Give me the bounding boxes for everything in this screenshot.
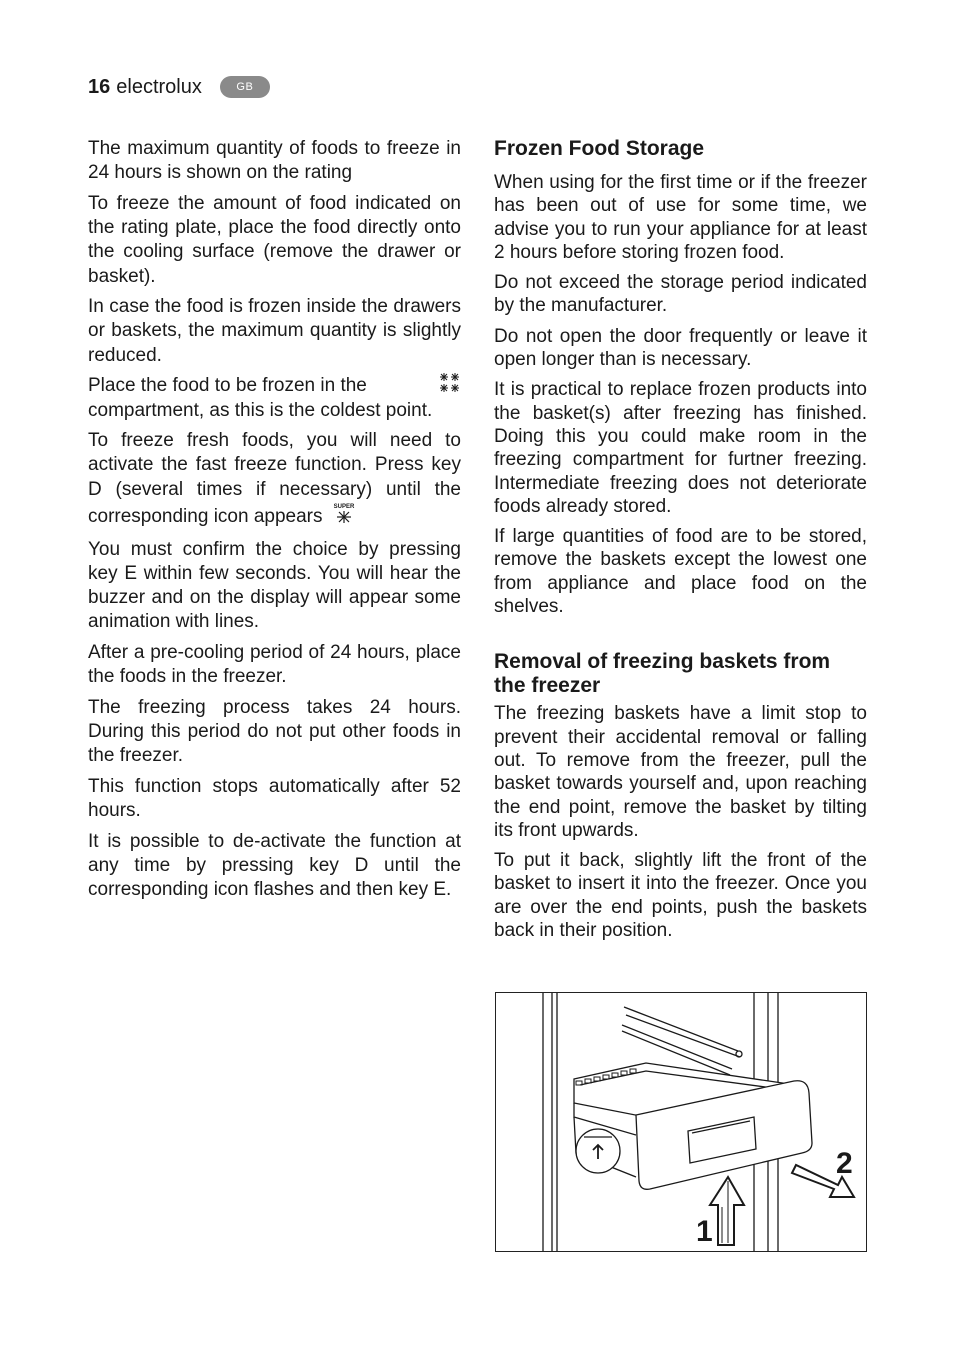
paragraph: It is possible to de-activate the function at any time by pressing key D until the corresponding icon flashes and then key E.	[88, 830, 461, 901]
section-title-frozen-storage: Frozen Food Storage	[494, 137, 704, 160]
basket-removal-illustration	[495, 992, 867, 1252]
paragraph: If large quantities of food are to be stored, remove the baskets except the lowest one from appliance and place food on the shelves.	[494, 526, 867, 618]
paragraph: After a pre-cooling period of 24 hours, place the foods in the freezer.	[88, 641, 461, 688]
paragraph-fast-freeze	[88, 429, 461, 531]
brand-name: electrolux	[116, 75, 202, 98]
illustration-drawing	[496, 993, 867, 1252]
super-icon-label: SUPER	[333, 503, 355, 510]
paragraph-text: compartment, as this is the coldest point.	[88, 399, 433, 421]
paragraph: The freezing process takes 24 hours. During this period do not put other foods in the freezer.	[88, 696, 461, 767]
paragraph: This function stops automatically after 52 hours.	[88, 775, 461, 822]
paragraph: You must confirm the choice by pressing key E within few seconds. You will hear the buzzer and on the display will appear some animation with lines.	[88, 538, 461, 633]
page-number: 16	[88, 75, 111, 98]
super-freeze-icon	[332, 502, 356, 531]
paragraph: The maximum quantity of foods to freeze in 24 hours is shown on the rating	[88, 138, 461, 184]
paragraph: When using for the first time or if the freezer has been out of use for some time, we advise you to run your appliance for at least 2 hours before storing frozen food.	[494, 172, 867, 263]
page-header	[88, 74, 270, 100]
paragraph-text: To freeze fresh foods, you will need to activate the fast freeze function. Press key D (several times if necessary) until the corresponding icon appears	[88, 430, 461, 527]
paragraph: The freezing baskets have a limit stop to prevent their accidental removal or falling out. To remove from the freezer, pull the basket towards yourself and, upon reaching the end point, remove the basket by tilting its front upwards.	[494, 703, 867, 841]
paragraph: To put it back, slightly lift the front of the basket to insert it into the freezer. Once you are over the end points, push the baskets back in their position.	[494, 850, 867, 942]
section-title-removal: Removal of freezing baskets from the freezer	[494, 650, 831, 698]
language-badge: GB	[220, 76, 270, 98]
paragraph-place-food	[88, 374, 461, 422]
paragraph: In case the food is frozen inside the drawers or baskets, the maximum quantity is slightly reduced.	[88, 296, 461, 366]
paragraph: It is practical to replace frozen products into the basket(s) after freezing has finished. Doing this you could make room in the freezing compartment for furtner freezing. Intermediate freezing does not deteriorate foods already stored.	[494, 379, 867, 517]
four-star-freezer-icon	[439, 372, 461, 401]
left-column	[88, 137, 461, 909]
paragraph: To freeze the amount of food indicated on the rating plate, place the food directly onto the cooling surface (remove the drawer or basket).	[88, 192, 461, 287]
paragraph: Do not open the door frequently or leave it open longer than is necessary.	[494, 325, 867, 371]
paragraph-text: Place the food to be frozen in the	[88, 375, 367, 397]
right-column	[494, 137, 867, 949]
step-2-label: 2	[836, 1147, 853, 1180]
paragraph: Do not exceed the storage period indicated by the manufacturer.	[494, 272, 867, 317]
step-1-label: 1	[696, 1215, 713, 1248]
